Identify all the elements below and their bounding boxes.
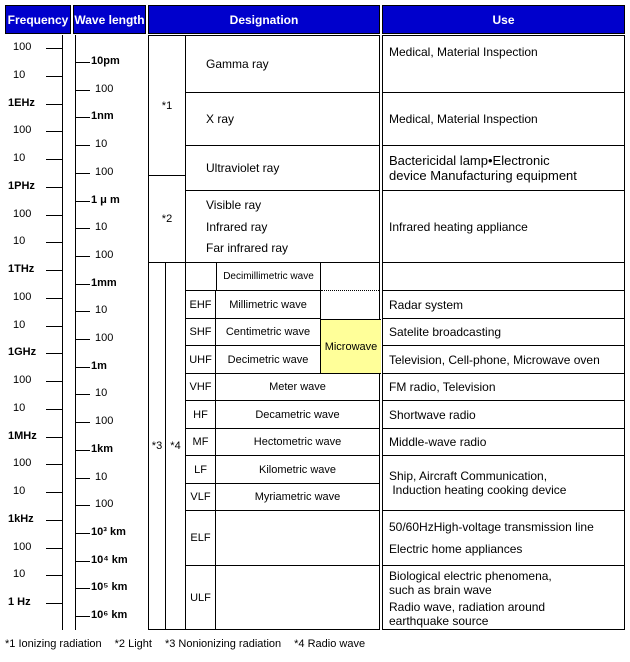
use-line: Electric home appliances bbox=[389, 542, 523, 557]
frequency-tick bbox=[46, 409, 62, 410]
frequency-label: 10 bbox=[13, 568, 26, 580]
marker-label: *3 bbox=[151, 440, 163, 452]
use-line: Infrared heating appliance bbox=[389, 219, 528, 234]
header-designation: Designation bbox=[148, 5, 380, 34]
marker-light bbox=[149, 176, 186, 263]
use-text bbox=[389, 408, 624, 422]
band-label: Gamma ray bbox=[206, 57, 269, 71]
wavelength-tick bbox=[76, 561, 90, 562]
microwave-label: Microwave bbox=[324, 340, 378, 353]
use-cell bbox=[383, 374, 624, 401]
frequency-tick bbox=[46, 492, 62, 493]
frequency-tick bbox=[46, 242, 62, 243]
band-code-mf: MF bbox=[186, 429, 216, 456]
use-line: Middle-wave radio bbox=[389, 435, 487, 449]
footnotes bbox=[5, 638, 365, 650]
band-light-group bbox=[186, 191, 379, 263]
wavelength-axis-line bbox=[75, 35, 76, 630]
marker-label: *4 bbox=[170, 440, 181, 452]
designation-panel bbox=[148, 35, 380, 630]
band-name-mf: Hectometric wave bbox=[216, 429, 379, 456]
use-line: Satelite broadcasting bbox=[389, 325, 502, 339]
wavelength-tick bbox=[76, 117, 90, 118]
wavelength-tick bbox=[76, 616, 90, 617]
frequency-tick bbox=[46, 464, 62, 465]
use-cell bbox=[383, 319, 624, 346]
band-ultraviolet bbox=[186, 146, 379, 191]
band-name-vlf: Myriametric wave bbox=[216, 484, 379, 511]
frequency-label: 100 bbox=[13, 124, 32, 136]
frequency-label: 100 bbox=[13, 208, 32, 220]
use-line: FM radio, Television bbox=[389, 380, 496, 394]
use-cell bbox=[383, 291, 624, 319]
wavelength-label: 100 bbox=[95, 498, 114, 510]
frequency-label: 1PHz bbox=[8, 180, 35, 192]
band-name-vhf: Meter wave bbox=[216, 374, 379, 401]
wavelength-label: 10³ km bbox=[91, 526, 126, 538]
frequency-label: 10 bbox=[13, 235, 26, 247]
marker-nonionizing-radiation bbox=[149, 263, 166, 629]
frequency-label: 10 bbox=[13, 319, 26, 331]
footnote: *2 Light bbox=[114, 638, 152, 650]
band-label: ELF bbox=[190, 532, 211, 544]
use-cell bbox=[383, 401, 624, 429]
frequency-tick bbox=[46, 187, 62, 188]
use-line: Radar system bbox=[389, 297, 464, 312]
frequency-tick bbox=[46, 270, 62, 271]
wavelength-label: 100 bbox=[95, 249, 114, 261]
frequency-tick bbox=[46, 575, 62, 576]
microwave-highlight bbox=[321, 319, 381, 374]
wavelength-label: 10 bbox=[95, 304, 108, 316]
frequency-tick bbox=[46, 298, 62, 299]
band-code-lf: LF bbox=[186, 456, 216, 484]
band-label: ULF bbox=[190, 591, 211, 604]
wavelength-tick bbox=[76, 173, 90, 174]
marker-label: *1 bbox=[161, 99, 173, 112]
wavelength-label: 10 bbox=[95, 471, 108, 483]
frequency-axis-line bbox=[62, 35, 63, 630]
wavelength-label: 100 bbox=[95, 415, 114, 427]
wavelength-tick bbox=[76, 62, 90, 63]
header-use: Use bbox=[382, 5, 625, 34]
use-cell-empty bbox=[383, 263, 624, 291]
frequency-tick bbox=[46, 76, 62, 77]
use-cell bbox=[383, 346, 624, 374]
use-text bbox=[389, 153, 624, 183]
band-infrared-ray: Infrared ray bbox=[206, 219, 268, 234]
frequency-label: 10 bbox=[13, 485, 26, 497]
use-text bbox=[389, 435, 624, 449]
frequency-label: 1EHz bbox=[8, 97, 35, 109]
wavelength-tick bbox=[76, 145, 90, 146]
use-text bbox=[389, 520, 624, 534]
band-ulf bbox=[186, 566, 216, 629]
frequency-label: 100 bbox=[13, 374, 32, 386]
use-line: Television, Cell-phone, Microwave oven bbox=[389, 352, 600, 367]
use-line: Medical, Material Inspection bbox=[389, 45, 538, 59]
use-line: Biological electric phenomena, bbox=[389, 569, 552, 583]
frequency-tick bbox=[46, 215, 62, 216]
wavelength-label: 100 bbox=[95, 83, 114, 95]
use-cell bbox=[383, 429, 624, 456]
wavelength-tick bbox=[76, 311, 90, 312]
wavelength-tick bbox=[76, 533, 90, 534]
band-decimillimetric bbox=[216, 263, 321, 291]
band-label: Ultraviolet ray bbox=[206, 161, 280, 175]
use-line: 50/60HzHigh-voltage transmission line bbox=[389, 519, 594, 534]
wavelength-tick bbox=[76, 478, 90, 479]
wavelength-tick bbox=[76, 422, 90, 423]
use-cell bbox=[383, 511, 624, 566]
frequency-label: 1GHz bbox=[8, 346, 37, 358]
wavelength-tick bbox=[76, 505, 90, 506]
use-text bbox=[389, 600, 624, 628]
use-line: such as brain wave bbox=[389, 583, 492, 597]
marker-ionizing-radiation bbox=[149, 36, 186, 176]
header-wavelength: Wave length bbox=[73, 5, 146, 34]
wavelength-label: 1 μ m bbox=[91, 194, 120, 206]
frequency-label: 100 bbox=[13, 291, 32, 303]
use-line: Radio wave, radiation around bbox=[389, 600, 546, 614]
frequency-label: 100 bbox=[13, 457, 32, 469]
use-line: Medical, Material Inspection bbox=[389, 112, 538, 126]
band-visible-ray: Visible ray bbox=[206, 198, 262, 213]
decimillimetric-dotted-area bbox=[321, 263, 379, 291]
band-name-lf: Kilometric wave bbox=[216, 456, 379, 484]
band-name-hf: Decametric wave bbox=[216, 401, 379, 429]
wavelength-label: 10⁶ km bbox=[91, 609, 128, 621]
wavelength-tick bbox=[76, 256, 90, 257]
use-cell bbox=[383, 93, 624, 146]
use-panel bbox=[382, 35, 625, 630]
band-x-ray bbox=[186, 93, 379, 146]
use-cell bbox=[383, 566, 624, 631]
frequency-tick bbox=[46, 131, 62, 132]
frequency-tick bbox=[46, 326, 62, 327]
use-text bbox=[389, 542, 624, 556]
wavelength-label: 10 bbox=[95, 138, 108, 150]
use-line: device Manufacturing equipment bbox=[389, 168, 577, 183]
marker-radio-wave bbox=[166, 263, 186, 629]
wavelength-label: 1nm bbox=[91, 110, 114, 122]
use-line: earthquake source bbox=[389, 614, 489, 628]
band-elf bbox=[186, 511, 216, 565]
frequency-label: 1kHz bbox=[8, 513, 34, 525]
use-line: Bactericidal lamp•Electronic bbox=[389, 153, 550, 168]
wavelength-tick bbox=[76, 90, 90, 91]
band-code-shf: SHF bbox=[186, 319, 216, 346]
wavelength-label: 10 bbox=[95, 387, 108, 399]
frequency-label: 10 bbox=[13, 69, 26, 81]
wavelength-label: 10pm bbox=[91, 55, 120, 67]
band-label: X ray bbox=[206, 112, 235, 126]
frequency-tick bbox=[46, 159, 62, 160]
wavelength-label: 10 bbox=[95, 221, 108, 233]
wavelength-label: 100 bbox=[95, 332, 114, 344]
band-code-ehf: EHF bbox=[186, 291, 216, 319]
use-text bbox=[389, 220, 624, 234]
frequency-tick bbox=[46, 381, 62, 382]
frequency-label: 10 bbox=[13, 402, 26, 414]
use-cell bbox=[383, 36, 624, 93]
band-name-ehf: Millimetric wave bbox=[216, 291, 321, 319]
wavelength-tick bbox=[76, 339, 90, 340]
use-text bbox=[389, 325, 624, 339]
use-cell bbox=[383, 191, 624, 263]
frequency-label: 100 bbox=[13, 41, 32, 53]
wavelength-tick bbox=[76, 284, 90, 285]
frequency-tick bbox=[46, 104, 62, 105]
frequency-label: 1THz bbox=[8, 263, 35, 275]
band-far-infrared-ray: Far infrared ray bbox=[206, 240, 289, 255]
frequency-tick bbox=[46, 353, 62, 354]
header-frequency: Frequency bbox=[5, 5, 71, 34]
frequency-label: 1 Hz bbox=[8, 596, 31, 608]
use-text bbox=[389, 112, 624, 126]
frequency-tick bbox=[46, 520, 62, 521]
wavelength-label: 100 bbox=[95, 166, 114, 178]
band-name-shf: Centimetric wave bbox=[216, 319, 321, 346]
band-code-uhf: UHF bbox=[186, 346, 216, 374]
band-ulf-row bbox=[186, 566, 379, 629]
use-cell bbox=[383, 456, 624, 511]
band-code-vhf: VHF bbox=[186, 374, 216, 401]
band-gamma-ray bbox=[186, 36, 379, 93]
band-code-vlf: VLF bbox=[186, 484, 216, 511]
frequency-tick bbox=[46, 437, 62, 438]
wavelength-label: 1m bbox=[91, 360, 107, 372]
frequency-tick bbox=[46, 48, 62, 49]
band-elf-row bbox=[186, 511, 379, 566]
frequency-label: 100 bbox=[13, 541, 32, 553]
marker-label: *2 bbox=[161, 213, 173, 225]
use-cell bbox=[383, 146, 624, 191]
wavelength-tick bbox=[76, 201, 90, 202]
use-text bbox=[389, 569, 624, 597]
frequency-label: 1MHz bbox=[8, 430, 37, 442]
wavelength-tick bbox=[76, 394, 90, 395]
footnote: *3 Nonionizing radiation bbox=[164, 638, 282, 650]
use-text bbox=[389, 353, 624, 367]
band-name-uhf: Decimetric wave bbox=[216, 346, 321, 374]
wavelength-tick bbox=[76, 367, 90, 368]
wavelength-tick bbox=[76, 450, 90, 451]
decimillimetric-spacer bbox=[186, 263, 216, 291]
use-text bbox=[389, 380, 624, 394]
use-line: Shortwave radio bbox=[389, 407, 476, 422]
frequency-tick bbox=[46, 548, 62, 549]
use-text bbox=[389, 298, 624, 312]
wavelength-tick bbox=[76, 228, 90, 229]
use-line: Ship, Aircraft Communication, bbox=[389, 469, 548, 483]
wavelength-label: 1km bbox=[91, 443, 114, 455]
use-text bbox=[389, 469, 624, 497]
wavelength-label: 10⁵ km bbox=[91, 581, 128, 593]
band-label: Decimillimetric wave bbox=[223, 271, 314, 282]
use-text bbox=[389, 45, 624, 59]
use-line: Induction heating cooking device bbox=[389, 483, 567, 497]
wavelength-label: 10⁴ km bbox=[91, 554, 128, 566]
footnote: *4 Radio wave bbox=[294, 638, 366, 650]
frequency-label: 10 bbox=[13, 152, 26, 164]
frequency-tick bbox=[46, 603, 62, 604]
wavelength-tick bbox=[76, 588, 90, 589]
band-code-hf: HF bbox=[186, 401, 216, 429]
wavelength-label: 1mm bbox=[91, 277, 117, 289]
footnote: *1 Ionizing radiation bbox=[5, 638, 102, 650]
